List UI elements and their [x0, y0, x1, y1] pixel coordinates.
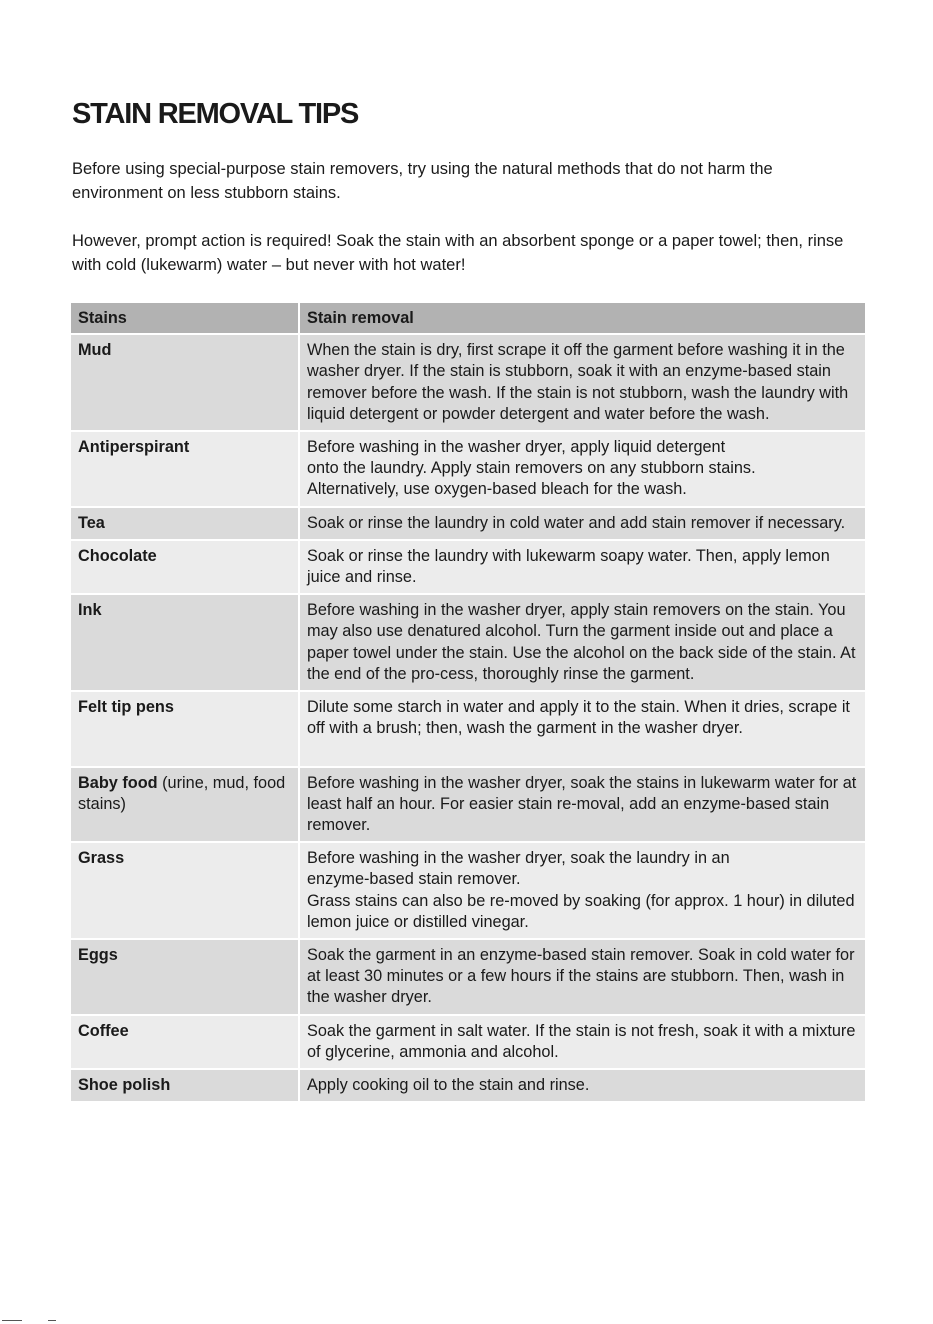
stain-cell: [71, 507, 299, 540]
intro-paragraph-2: However, prompt action is required! Soak the stain with an absorbent sponge or a paper towel; then, rinse with cold (lukewarm) water – but never with hot water!: [72, 232, 844, 274]
stain-cell: [71, 939, 299, 1015]
stain-cell: [71, 842, 299, 939]
stain-removal-cell: When the stain is dry, first scrape it off the garment before washing it in the washer dryer. If the stain is stubborn, soak it with an enzyme-based stain remover before the wash. If the stain is not stubborn, wash the laundry with liquid detergent or powder detergent and water before the wash.: [299, 334, 865, 431]
table-row: [71, 939, 865, 1015]
table-row: [71, 1015, 865, 1069]
stain-name: Tea: [78, 513, 105, 532]
stain-removal-cell: Before washing in the washer dryer, soak the laundry in an enzyme-based stain remover. Grass stains can also be re-moved by soaking (for approx. 1 hour) in diluted lemon juice or distilled vinegar.: [299, 842, 865, 939]
stain-name: Eggs: [78, 946, 118, 965]
stain-name: Shoe polish: [78, 1076, 171, 1095]
stain-cell: [71, 540, 299, 594]
stain-cell: [71, 1015, 299, 1069]
stain-removal-cell: Soak or rinse the laundry in cold water and add stain remover if necessary.: [299, 507, 865, 540]
page-title: STAIN REMOVAL TIPS: [72, 98, 359, 130]
table-row: [71, 507, 865, 540]
page-edge-mark: [0, 1319, 60, 1322]
table-row: [71, 767, 865, 843]
table-row: [71, 1069, 865, 1102]
header-stain-removal: Stain removal: [299, 303, 865, 334]
table-row: [71, 691, 865, 767]
stain-cell: [71, 1069, 299, 1102]
header-stains: Stains: [71, 303, 299, 334]
stain-name: Coffee: [78, 1021, 129, 1040]
table-row: [71, 594, 865, 691]
table-row: [71, 540, 865, 594]
stain-name: Felt tip pens: [78, 698, 174, 717]
stain-cell: [71, 767, 299, 843]
stain-name: Grass: [78, 849, 125, 868]
stain-name: Chocolate: [78, 546, 157, 565]
stain-name: Baby food: [78, 773, 158, 792]
stain-removal-cell: Dilute some starch in water and apply it to the stain. When it dries, scrape it off with a brush; then, wash the garment in the washer dryer.: [299, 691, 865, 767]
stain-name: Mud: [78, 341, 112, 360]
stain-cell: [71, 431, 299, 507]
stain-removal-cell: Before washing in the washer dryer, apply stain removers on the stain. You may also use denatured alcohol. Turn the garment inside out and place a paper towel under the stain. Use the alcohol on the back side of the stain. At the end of the pro-cess, thoroughly rinse the garment.: [299, 594, 865, 691]
stain-cell: [71, 334, 299, 431]
stain-removal-cell: Before washing in the washer dryer, apply liquid detergent onto the laundry. Apply stain removers on any stubborn stains. Alternatively, use oxygen-based bleach for the wash.: [299, 431, 865, 507]
stain-removal-cell: Soak the garment in salt water. If the stain is not fresh, soak it with a mixture of glycerine, ammonia and alcohol.: [299, 1015, 865, 1069]
table-row: [71, 842, 865, 939]
stain-cell: [71, 691, 299, 767]
intro-paragraph-1: Before using special-purpose stain removers, try using the natural methods that do not harm the environment on less stubborn stains.: [72, 160, 773, 202]
stain-name: Ink: [78, 601, 102, 620]
stain-note: (urine, mud, food stains): [78, 773, 286, 813]
table-header-row: [71, 303, 865, 334]
stain-removal-cell: Apply cooking oil to the stain and rinse.: [299, 1069, 865, 1102]
stain-removal-cell: Before washing in the washer dryer, soak the stains in lukewarm water for at least half an hour. For easier stain re-moval, add an enzyme-based stain remover.: [299, 767, 865, 843]
stain-removal-table: [71, 303, 865, 1103]
stain-name: Antiperspirant: [78, 438, 190, 457]
stain-removal-cell: Soak the garment in an enzyme-based stain remover. Soak in cold water for at least 30 minutes or a few hours if the stains are stubborn. Then, wash in the washer dryer.: [299, 939, 865, 1015]
table-row: [71, 431, 865, 507]
stain-cell: [71, 594, 299, 691]
table-body: [71, 334, 865, 1102]
stain-removal-cell: Soak or rinse the laundry with lukewarm soapy water. Then, apply lemon juice and rinse.: [299, 540, 865, 594]
table-row: [71, 334, 865, 431]
